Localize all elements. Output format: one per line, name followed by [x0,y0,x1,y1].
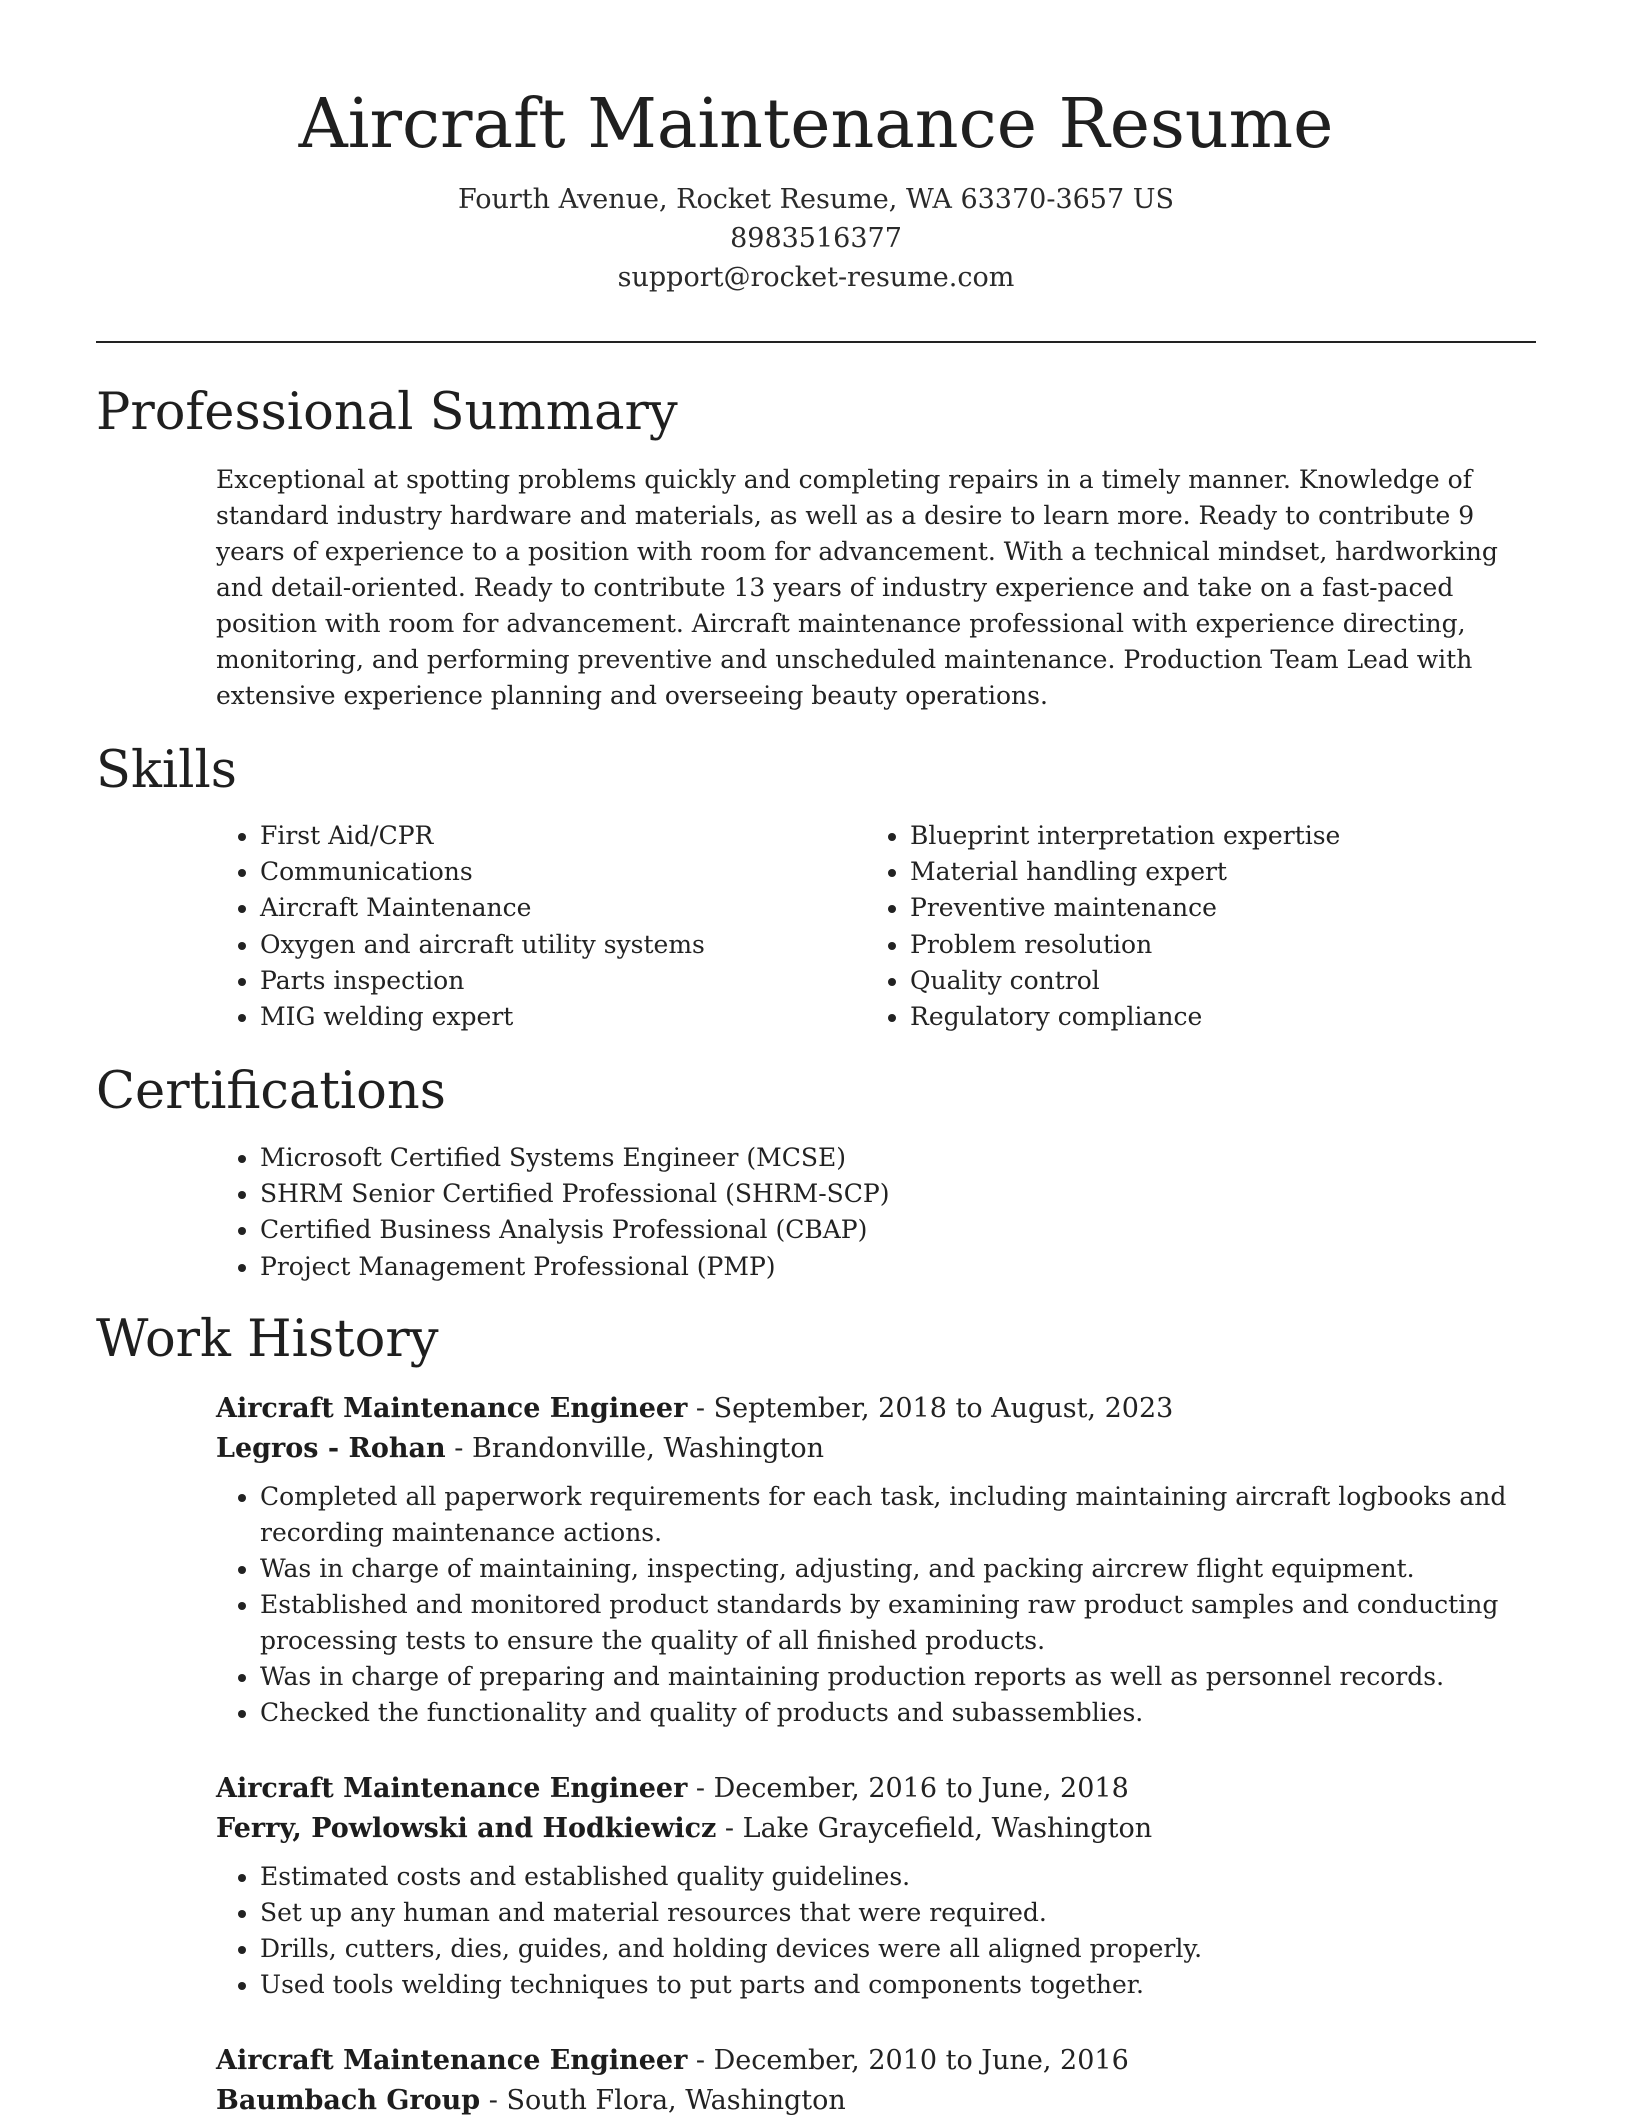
skill-item: • Material handling expert [910,854,1506,890]
skills-column-left [216,818,816,1035]
job-employer: Ferry, Powlowski and Hodkiewicz - Lake Graycefield, Washington [216,1813,1153,1844]
section-title-certifications: Certifications [96,1062,446,1121]
job-title: Aircraft Maintenance Engineer [216,1393,688,1424]
job-employer: Legros - Rohan - Brandonville, Washington [216,1433,824,1464]
section-title-work-history: Work History [96,1310,439,1369]
job-duty: • Was in charge of maintaining, inspecting, adjusting, and packing aircrew flight equipment. [260,1551,1516,1587]
section-title-summary: Professional Summary [96,383,678,442]
job-duty: • Checked the functionality and quality of products and subassemblies. [260,1695,1516,1731]
job-company: Baumbach Group [216,2085,481,2116]
skill-item: • Preventive maintenance [910,890,1506,926]
job-duties-list [216,1479,1516,1731]
job-title: Aircraft Maintenance Engineer [216,1773,688,1804]
job-entry [216,1769,1516,2003]
job-duty: • Used tools welding techniques to put parts and components together. [260,1967,1516,2003]
skills-list-right [866,818,1506,1035]
job-location: Brandonville, Washington [471,1433,824,1464]
contact-info [96,180,1536,297]
job-company: Ferry, Powlowski and Hodkiewicz [216,1813,717,1844]
skill-item: • Quality control [910,963,1506,999]
resume-header [96,80,1536,297]
skill-item: • Problem resolution [910,927,1506,963]
job-duty: • Completed all paperwork requirements for each task, including maintaining aircraft logbooks and recording maintenance actions. [260,1479,1516,1551]
skill-item: • MIG welding expert [260,999,816,1035]
job-dates: September, 2018 to August, 2023 [713,1393,1174,1424]
job-duty: • Established and monitored product standards by examining raw product samples and conducting processing tests to ensure the quality of all finished products. [260,1587,1516,1659]
skill-item: • Aircraft Maintenance [260,890,816,926]
skill-item: • Regulatory compliance [910,999,1506,1035]
job-duties-list [216,1859,1516,2003]
certifications-list [216,1140,1316,1285]
header-divider [96,341,1536,343]
job-duty: • Set up any human and material resources that were required. [260,1895,1516,1931]
contact-phone: 8983516377 [730,223,902,254]
job-title: Aircraft Maintenance Engineer [216,2045,688,2076]
job-location: Lake Graycefield, Washington [742,1813,1153,1844]
job-duty: • Was in charge of preparing and maintaining production reports as well as personnel records. [260,1659,1516,1695]
skill-item: • First Aid/CPR [260,818,816,854]
job-location: South Flora, Washington [506,2085,846,2116]
skill-item: • Communications [260,854,816,890]
job-heading: Aircraft Maintenance Engineer - December, 2016 to June, 2018 [216,1773,1129,1804]
job-duty: • Drills, cutters, dies, guides, and holding devices were all aligned properly. [260,1931,1516,1967]
certifications-block [216,1140,1316,1285]
skills-column-right [866,818,1506,1035]
job-dates: December, 2016 to June, 2018 [713,1773,1129,1804]
skill-item: • Blueprint interpretation expertise [910,818,1506,854]
section-title-skills: Skills [96,741,237,800]
certification-item: • Certified Business Analysis Professional (CBAP) [260,1212,1316,1248]
job-duty: • Estimated costs and established quality guidelines. [260,1859,1516,1895]
job-entry [216,2041,1516,2121]
contact-email: support@rocket-resume.com [617,262,1015,293]
certification-item: • SHRM Senior Certified Professional (SHRM-SCP) [260,1176,1316,1212]
skill-item: • Oxygen and aircraft utility systems [260,927,816,963]
certification-item: • Project Management Professional (PMP) [260,1249,1316,1285]
job-dates: December, 2010 to June, 2016 [713,2045,1129,2076]
certification-item: • Microsoft Certified Systems Engineer (MCSE) [260,1140,1316,1176]
job-company: Legros - Rohan [216,1433,446,1464]
job-employer: Baumbach Group - South Flora, Washington [216,2085,846,2116]
job-heading: Aircraft Maintenance Engineer - September, 2018 to August, 2023 [216,1393,1174,1424]
job-heading: Aircraft Maintenance Engineer - December, 2010 to June, 2016 [216,2045,1129,2076]
summary-text: Exceptional at spotting problems quickly and completing repairs in a timely manner. Knowledge of standard industry hardware and materials, as well as a desire to learn more. Ready to contribute 9 years of experience to a position with room for advancement. With a technical mindset, hardworking and detail-oriented. Ready to contribute 13 years of industry experience and take on a fast-paced position with room for advancement. Aircraft maintenance professional with experience directing, monitoring, and performing preventive and unscheduled maintenance. Production Team Lead with extensive experience planning and overseeing beauty operations. [216,465,1498,710]
skill-item: • Parts inspection [260,963,816,999]
skills-list-left [216,818,816,1035]
job-entry [216,1389,1516,1731]
resume-title: Aircraft Maintenance Resume [298,85,1334,164]
contact-address: Fourth Avenue, Rocket Resume, WA 63370-3657 US [457,184,1174,215]
